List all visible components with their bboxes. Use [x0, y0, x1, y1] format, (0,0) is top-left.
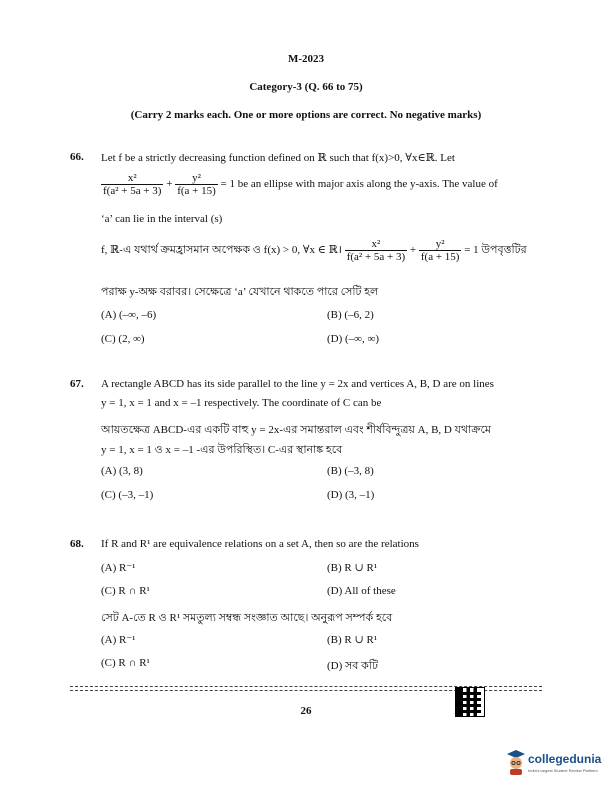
option-b[interactable]: (B) (–3, 8)	[327, 465, 374, 477]
bengali-option-d[interactable]: (D) সব কটি	[327, 660, 378, 672]
question-text: Let f be a strictly decreasing function defined on ℝ such that f(x)>0, ∀x∈ℝ. Let	[101, 152, 455, 164]
page-number: 26	[300, 705, 312, 717]
bengali-text: y = 1, x = 1 ও x = –1 -এর উপরিস্থিত। C-এর স্থানাঙ্ক হবে	[101, 444, 343, 456]
option-a[interactable]: (A) R⁻¹	[101, 562, 136, 574]
brand-logo[interactable]	[506, 748, 606, 778]
instructions: (Carry 2 marks each. One or more options are correct. No negative marks)	[130, 109, 482, 121]
option-b[interactable]: (B) R ∪ R¹	[327, 562, 378, 574]
graduate-icon	[506, 748, 526, 776]
bengali-text: f, ℝ-এ যথার্থ ক্রমহ্রাসমান অপেক্ষক ও f(x) > 0, ∀x ∈ ℝ। $\frac{\text{x²}}{\text{f(a² + 5a + 3)}}$ + $\frac{\text{y²}}{f(a + 15)}$ = 1 উপবৃত্তটির	[101, 238, 527, 263]
category-title: Category-3 (Q. 66 to 75)	[249, 81, 363, 93]
option-c[interactable]: (C) R ∩ R¹	[101, 585, 150, 597]
question-text: ‘a’ can lie in the interval (s)	[101, 213, 223, 225]
option-a[interactable]: (A) (–∞, –6)	[101, 309, 157, 321]
question-text: If R and R¹ are equivalence relations on a set A, then so are the relations	[101, 538, 419, 550]
bengali-text: আয়তক্ষেত্র ABCD-এর একটি বাহু y = 2x-এর সমান্তরাল এবং শীর্ষবিন্দুত্রয় A, B, D যথাক্রমে	[101, 424, 491, 436]
option-d[interactable]: (D) (–∞, ∞)	[327, 333, 380, 345]
fraction-y: $\frac{\text{y²}}{f(a + 15)}$	[177, 172, 216, 197]
option-c[interactable]: (C) (–3, –1)	[101, 489, 154, 501]
option-d[interactable]: (D) All of these	[327, 585, 396, 597]
bengali-text: পরাক্ষ y-অক্ষ বরাবর। সেক্ষেত্রে ‘a’ যেখানে থাকতে পারে সেটি হল	[101, 286, 379, 298]
bengali-option-c[interactable]: (C) R ∩ R¹	[101, 657, 150, 669]
question-text: y = 1, x = 1 and x = –1 respectively. The coordinate of C can be	[101, 397, 382, 409]
ellipse-equation: $\frac{\text{x²}}{\text{f(a² + 5a + 3)}}$ + $\frac{\text{y²}}{f(a + 15)}$ = 1 be an ellipse with major axis along the y-axis. The value of	[103, 172, 498, 197]
question-number: 67.	[70, 378, 84, 390]
brand-tagline: India's largest Student Review Platform	[528, 768, 598, 773]
option-a[interactable]: (A) (3, 8)	[101, 465, 143, 477]
exam-code: M-2023	[287, 53, 325, 65]
question-text: A rectangle ABCD has its side parallel to the line y = 2x and vertices A, B, D are on lines	[101, 378, 494, 390]
question-number: 68.	[70, 538, 84, 550]
option-c[interactable]: (C) (2, ∞)	[101, 333, 145, 345]
brand-name: collegedunia	[528, 752, 602, 766]
option-b[interactable]: (B) (–6, 2)	[327, 309, 374, 321]
bengali-option-a[interactable]: (A) R⁻¹	[101, 634, 136, 646]
divider	[70, 686, 542, 687]
option-d[interactable]: (D) (3, –1)	[327, 489, 375, 501]
bengali-option-b[interactable]: (B) R ∪ R¹	[327, 634, 378, 646]
bengali-text: সেট A-তে R ও R¹ সমতুল্য সম্বন্ধ সংজ্ঞাত আছে। অনুরূপ সম্পর্ক হবে	[101, 612, 393, 624]
question-number: 66.	[70, 151, 84, 163]
fraction-x: $\frac{\text{x²}}{\text{f(a² + 5a + 3)}}$	[103, 172, 162, 197]
